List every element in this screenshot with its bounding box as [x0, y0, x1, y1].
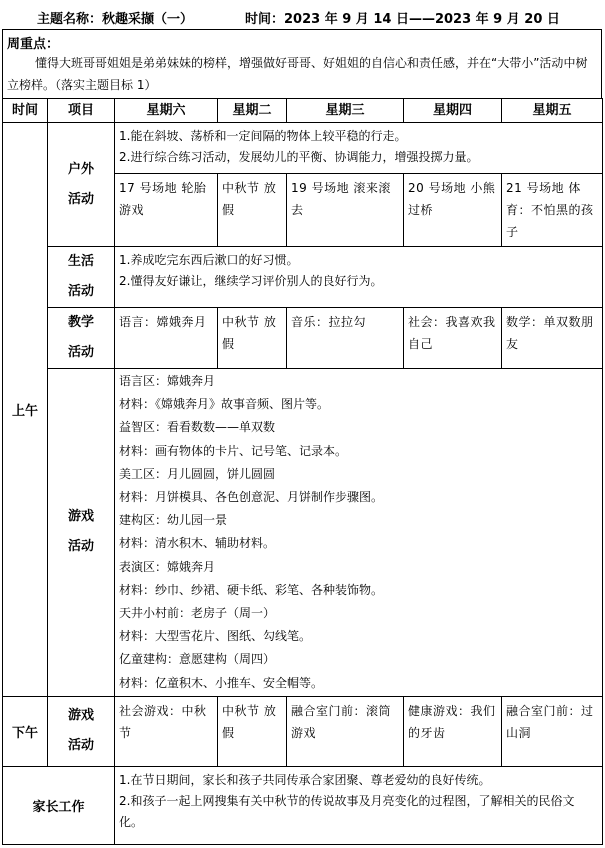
col-header-saturday: 星期六	[115, 99, 218, 123]
teaching-row	[3, 308, 603, 369]
col-header-friday: 星期五	[502, 99, 603, 123]
weekly-plan-table	[2, 98, 603, 845]
weekly-focus-text: 懂得大班哥哥姐姐是弟弟妹妹的榜样，增强做好哥哥、好姐姐的自信心和责任感，并在“大带小”活动中树立榜样。（落实主题目标 1）	[7, 56, 588, 92]
life-content: 1.养成吃完东西后漱口的好习惯。 2.懂得友好谦让，继续学习评价别人的良好行为。	[115, 247, 603, 308]
outdoor-thursday: 20 号场地 小熊过桥	[404, 174, 502, 247]
col-header-thursday: 星期四	[404, 99, 502, 123]
family-content: 1.在节日期间，家长和孩子共同传承合家团聚、尊老爱幼的良好传统。 2.和孩子一起上网搜集有关中秋节的传说故事及月亮变化的过程图，了解相关的民俗文化。	[115, 766, 603, 844]
morning-label: 上午	[3, 123, 48, 697]
afternoon-friday: 融合室门前：过山洞	[502, 696, 603, 766]
teaching-thursday: 社会：我喜欢我自己	[404, 308, 502, 369]
outdoor-goals-row	[3, 123, 603, 174]
weekly-focus-box	[2, 29, 602, 99]
col-header-item: 项目	[48, 99, 115, 123]
family-label: 家长工作	[3, 766, 115, 844]
col-header-tuesday: 星期二	[218, 99, 287, 123]
afternoon-tuesday: 中秋节 放假	[218, 696, 287, 766]
afternoon-games-label: 游戏 活动	[48, 696, 115, 766]
afternoon-thursday: 健康游戏：我们的牙齿	[404, 696, 502, 766]
outdoor-wednesday: 19 号场地 滚来滚去	[287, 174, 404, 247]
weekly-focus-label: 周重点：	[7, 37, 60, 52]
col-header-wednesday: 星期三	[287, 99, 404, 123]
games-label: 游戏 活动	[48, 369, 115, 697]
outdoor-goals: 1.能在斜坡、荡桥和一定间隔的物体上较平稳的行走。 2.进行综合练习活动，发展幼儿的平衡、协调能力，增强投掷力量。	[115, 123, 603, 174]
family-row	[3, 766, 603, 844]
outdoor-tuesday: 中秋节 放假	[218, 174, 287, 247]
afternoon-row	[3, 696, 603, 766]
header-row	[3, 99, 603, 123]
afternoon-label: 下午	[3, 696, 48, 766]
outdoor-saturday: 17 号场地 轮胎游戏	[115, 174, 218, 247]
games-content: 语言区：嫦娥奔月 材料：《嫦娥奔月》故事音频、图片等。 益智区：看看数数——单双数 材料：画有物体的卡片、记号笔、记录本。 美工区：月儿圆圆，饼儿圆圆 材料：月饼模具、各色创意泥、月饼制作步骤图。 建构区：幼儿园一景 材料：清水积木、辅助材料。 表演区：嫦娥奔月 材料：纱巾、纱裙、硬卡纸、彩笔、各种装饰物。 天井小村前：老房子（周一） 材料：大型雪花片、图纸、勾线笔。 亿童建构：意愿建构（周四） 材料：亿童积木、小推车、安全帽等。	[115, 369, 603, 697]
teaching-wednesday: 音乐：拉拉勾	[287, 308, 404, 369]
outdoor-label: 户外 活动	[48, 123, 115, 247]
life-row	[3, 247, 603, 308]
games-row	[3, 369, 603, 697]
outdoor-friday: 21 号场地 体育：不怕黑的孩子	[502, 174, 603, 247]
teaching-saturday: 语言：嫦娥奔月	[115, 308, 218, 369]
life-label: 生活 活动	[48, 247, 115, 308]
teaching-label: 教学 活动	[48, 308, 115, 369]
theme-name: 主题名称：秋趣采撷（一）	[37, 12, 194, 27]
teaching-friday: 数学：单双数朋友	[502, 308, 603, 369]
teaching-tuesday: 中秋节 放假	[218, 308, 287, 369]
col-header-time: 时间	[3, 99, 48, 123]
afternoon-saturday: 社会游戏：中秋节	[115, 696, 218, 766]
date-range: 时间：2023 年 9 月 14 日——2023 年 9 月 20 日	[245, 12, 560, 27]
afternoon-wednesday: 融合室门前：滚筒游戏	[287, 696, 404, 766]
